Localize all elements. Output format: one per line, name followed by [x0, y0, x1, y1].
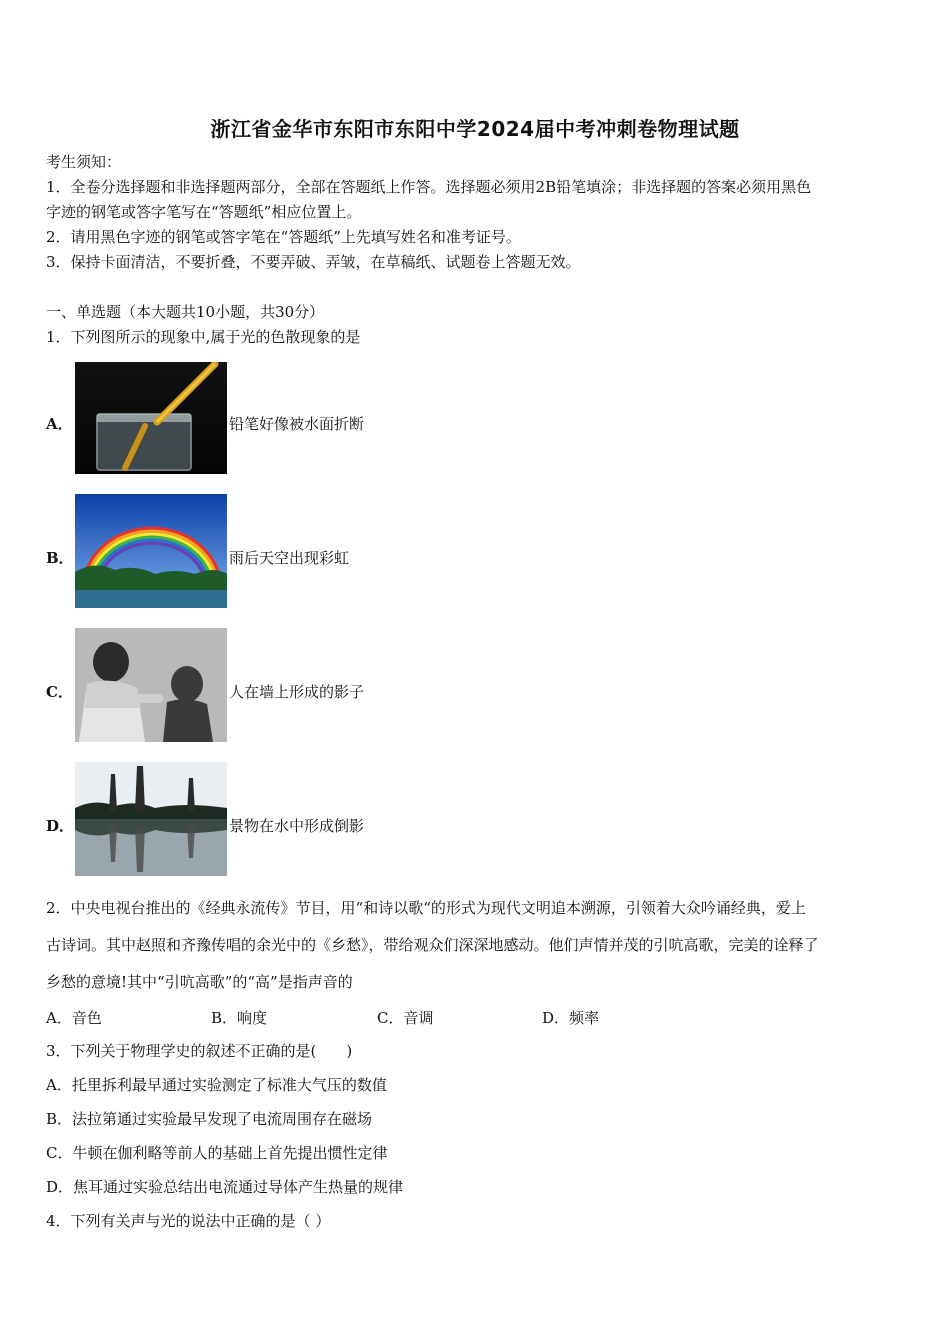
q2-choice-c: C．音调 — [377, 1009, 434, 1027]
q2-line-2: 古诗词。其中赵照和齐豫传唱的余光中的《乡愁》，带给观众们深深地感动。他们声情并茂的引吭高歌，完美的诠释了 — [46, 936, 819, 954]
q1-option-c-text: 人在墙上形成的影子 — [229, 683, 365, 701]
q2-choice-d: D．频率 — [542, 1009, 600, 1027]
exam-title: 浙江省金华市东阳市东阳中学2024届中考冲刺卷物理试题 — [210, 117, 740, 141]
q1-option-d-text: 景物在水中形成倒影 — [229, 817, 365, 835]
notice-heading: 考生须知： — [46, 153, 122, 171]
q1-option-b-label: B． — [46, 549, 74, 567]
q1-option-d-label: D． — [46, 817, 75, 835]
notice-line-1: 1．全卷分选择题和非选择题两部分，全部在答题纸上作答。选择题必须用2B铅笔填涂；非选择题的答案必须用黑色 — [46, 178, 812, 196]
q3-option-a: A．托里拆利最早通过实验测定了标准大气压的数值 — [46, 1076, 387, 1094]
pencil-in-water-image — [75, 362, 227, 474]
q1-option-a-text: 铅笔好像被水面折断 — [229, 415, 365, 433]
q1-option-c-label: C． — [46, 683, 73, 701]
q2-choice-a: A．音色 — [46, 1009, 102, 1027]
shadow-image — [75, 628, 227, 742]
q3-option-d: D．焦耳通过实验总结出电流通过导体产生热量的规律 — [46, 1178, 404, 1196]
section-heading: 一、单选题（本大题共10小题，共30分） — [46, 303, 325, 321]
q1-option-b-text: 雨后天空出现彩虹 — [229, 549, 350, 567]
q1-option-a-label: A． — [46, 415, 73, 433]
q3-option-b: B．法拉第通过实验最早发现了电流周围存在磁场 — [46, 1110, 373, 1128]
reflection-image — [75, 762, 227, 876]
q3-option-c: C．牛顿在伽利略等前人的基础上首先提出惯性定律 — [46, 1144, 388, 1162]
q2-line-1: 2．中央电视台推出的《经典永流传》节目，用“和诗以歌“的形式为现代文明追本溯源，引领着大众吟诵经典，爱上 — [46, 899, 806, 917]
q2-choice-b: B．响度 — [211, 1009, 268, 1027]
notice-line-2: 字迹的钢笔或答字笔写在“答题纸”相应位置上。 — [46, 203, 362, 221]
q3-stem: 3．下列关于物理学史的叙述不正确的是( ) — [46, 1042, 353, 1060]
notice-line-3: 2．请用黑色字迹的钢笔或答字笔在“答题纸”上先填写姓名和准考证号。 — [46, 228, 521, 246]
q4-stem: 4．下列有关声与光的说法中正确的是（ ） — [46, 1212, 331, 1230]
q1-stem: 1．下列图所示的现象中,属于光的色散现象的是 — [46, 328, 361, 346]
rainbow-image — [75, 494, 227, 608]
notice-line-4: 3．保持卡面清洁，不要折叠，不要弄破、弄皱，在草稿纸、试题卷上答题无效。 — [46, 253, 581, 271]
q2-line-3: 乡愁的意境!其中“引吭高歌”的“高”是指声音的 — [46, 973, 353, 991]
